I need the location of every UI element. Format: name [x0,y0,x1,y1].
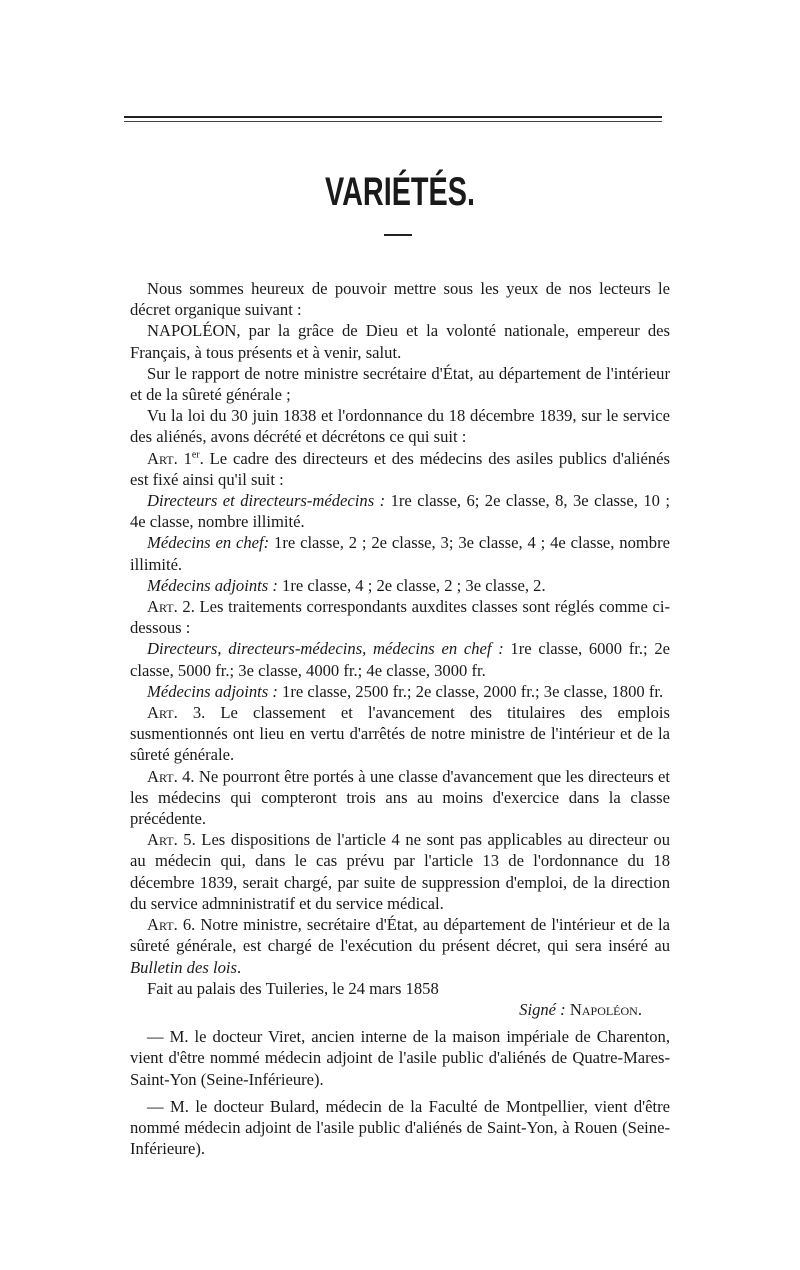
article-2: Art. 2. Les traitements correspondants auxdites classes sont réglés comme ci-dessous : [130,597,670,638]
article-5: Art. 5. Les dispositions de l'article 4 ne sont pas applicables au directeur ou au médecin qui, dans le cas prévu par l'article 13 de l'ordonnance du 18 décembre 1839, serait chargé, par suite de suppression d'emploi, de la direction du service admninistratif et du service médical. [130,830,670,913]
decree-preamble: NAPOLÉON, par la grâce de Dieu et la volonté nationale, empereur des Français, à tous présents et à venir, salut. [130,321,670,362]
salaries-assistants: Médecins adjoints : 1re classe, 2500 fr.; 2e classe, 2000 fr.; 3e classe, 1800 fr. [147,681,664,701]
salaries-directors: Directeurs, directeurs-médecins, médecins en chef : 1re classe, 6000 fr.; 2e classe, 5000 fr.; 3e classe, 4000 fr.; 4e classe, 3000 fr. [130,639,670,680]
article-1: Art. 1er. Le cadre des directeurs et des médecins des asiles publics d'aliénés est fixé ainsi qu'il suit : [130,448,670,489]
assistant-physicians-classes: Médecins adjoints : 1re classe, 4 ; 2e classe, 2 ; 3e classe, 2. [147,575,546,595]
decree-date: Fait au palais des Tuileries, le 24 mars 1858 [147,978,439,998]
page-title: VARIÉTÉS. [325,170,475,214]
top-rule-thick [124,116,662,118]
article-body [130,278,670,1159]
article-3: Art. 3. Le classement et l'avancement des titulaires des emplois susmentionnés ont lieu en vertu d'arrêtés de notre ministre de l'intérieur et de la sûreté générale. [130,703,670,765]
emperor-name: NAPOLÉON [147,321,237,341]
news-bulard: — M. le docteur Bulard, médecin de la Faculté de Montpellier, vient d'être nommé médecin adjoint de l'asile public d'aliénés de Saint-Yon, à Rouen (Seine-Inférieure). [130,1096,670,1159]
title-divider [384,234,412,236]
news-viret: — M. le docteur Viret, ancien interne de la maison impériale de Charenton, vient d'être nommé médecin adjoint de l'asile public d'aliénés de Quatre-Mares-Saint-Yon (Seine-Inférieure). [130,1027,670,1089]
report-paragraph: Sur le rapport de notre ministre secrétaire d'État, au département de l'intérieur et de la sûreté générale ; [130,363,670,405]
law-paragraph: Vu la loi du 30 juin 1838 et l'ordonnance du 18 décembre 1839, sur le service des aliénés, avons décrété et décrétons ce qui suit : [130,406,670,447]
article-6: Art. 6. Notre ministre, secrétaire d'État, au département de l'intérieur et de la sûreté générale, est chargé de l'exécution du présent décret, qui sera inséré au Bulletin des lois. [130,915,670,977]
intro-paragraph: Nous sommes heureux de pouvoir mettre sous les yeux de nos lecteurs le décret organique suivant : [130,279,670,320]
directors-classes: Directeurs et directeurs-médecins : 1re classe, 6; 2e classe, 8, 3e classe, 10 ; 4e classe, nombre illimité. [130,491,670,532]
article-4: Art. 4. Ne pourront être portés à une classe d'avancement que les directeurs et les médecins qui compteront trois ans au moins d'exercice dans la classe précédente. [130,766,670,829]
signature-line: Signé : Napoléon. [519,999,642,1019]
top-rule-thin [124,121,662,122]
chief-physicians-classes: Médecins en chef: 1re classe, 2 ; 2e classe, 3; 3e classe, 4 ; 4e classe, nombre illimité. [130,533,670,574]
